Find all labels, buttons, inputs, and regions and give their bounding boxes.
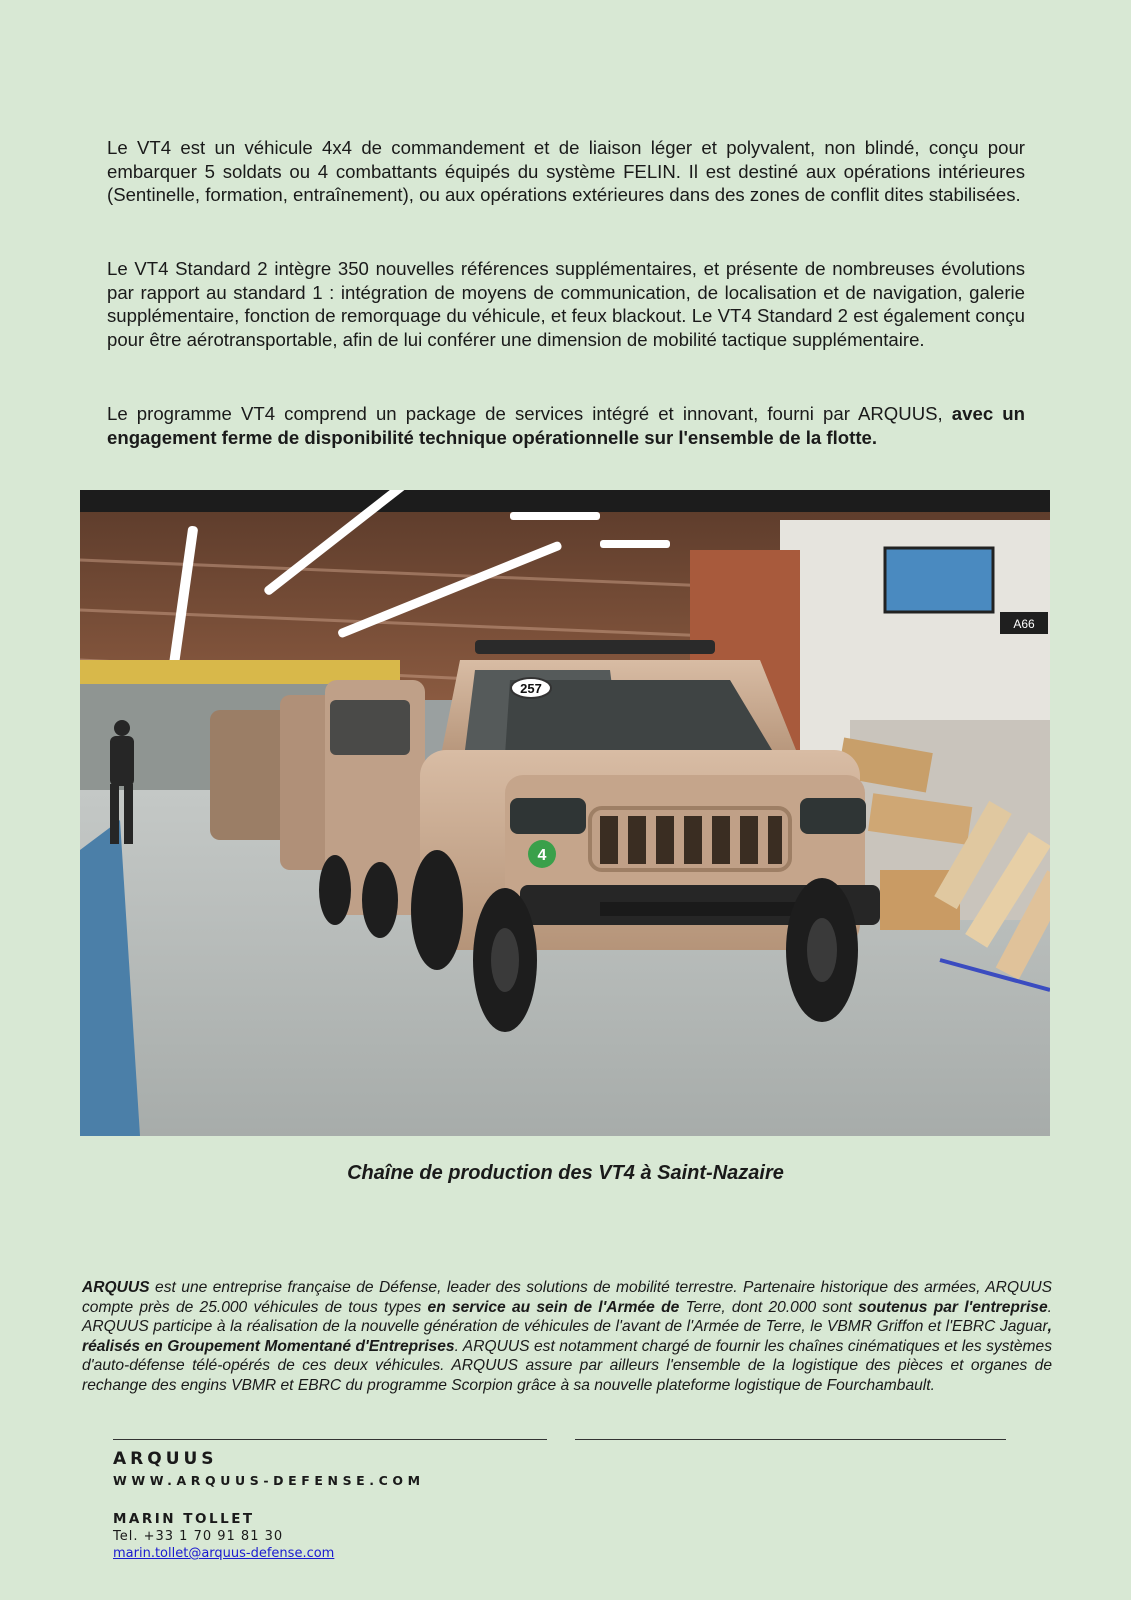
door-number: 4 (537, 847, 547, 864)
about-text-3: . ARQUUS participe à la réalisation de la nouvelle génération de véhicules de l'avant de l'Armée de Terre, le VBMR Griffon et l'EBRC Jaguar (82, 1298, 1052, 1336)
production-line-illustration (80, 490, 1050, 1136)
contact-email-link[interactable]: marin.tollet@arquus-defense.com (113, 1546, 335, 1561)
footer-brand: ARQUUS (113, 1449, 218, 1469)
divider-right (575, 1439, 1006, 1440)
about-company-name: ARQUUS (82, 1279, 150, 1296)
paragraph-vt4-description: Le VT4 est un véhicule 4x4 de commandement et de liaison léger et polyvalent, non blindé, conçu pour embarquer 5 soldats ou 4 combattants équipés du système FELIN. Il est destiné aux opérations intérieures (Sentinelle, formation, entraînement), ou aux opérations extérieures dans des zones de conflit dites stabilisées. (107, 137, 1025, 205)
contact-name: MARIN TOLLET (113, 1511, 255, 1527)
paragraph-vt4-services (107, 402, 1025, 449)
about-text-4: . ARQUUS est notamment chargé de fournir les chaînes cinématiques et les systèmes d'auto-défense télé-opérés de ces deux véhicules. ARQUUS assure par ailleurs l'ensemble de la logistique des pièces et organes de rechange des engins VBMR et EBRC du programme Scorpion grâce à sa nouvelle plateforme logistique de Fourchambault. (82, 1337, 1052, 1394)
about-text-1: est une entreprise française de Défense, leader des solutions de mobilité terrestre. Partenaire historique des armées, ARQUUS compte près de 25.000 véhicules de tous types (82, 1279, 1052, 1316)
footer-website[interactable]: WWW.ARQUUS-DEFENSE.COM (113, 1473, 425, 1488)
paragraph-services-bold: avec un engagement ferme de disponibilité technique opérationnelle sur l'ensemble de la flotte. (107, 403, 1025, 448)
photo-caption: Chaîne de production des VT4 à Saint-Nazaire (347, 1162, 784, 1184)
about-arquus (82, 1278, 1052, 1396)
paragraph-services-text: Le programme VT4 comprend un package de services intégré et innovant, fourni par ARQUUS, (107, 403, 943, 424)
divider-left (113, 1439, 547, 1440)
bay-sign: A66 (1013, 617, 1035, 631)
about-text-2: Terre, dont 20.000 sont (679, 1298, 859, 1316)
about-bold-3: , réalisés en Groupement Momentané d'Entreprises (82, 1318, 1052, 1355)
about-bold-1: en service au sein de l'Armée de (427, 1298, 680, 1316)
contact-phone: Tel. +33 1 70 91 81 30 (113, 1529, 284, 1544)
paragraph-vt4-standard-2: Le VT4 Standard 2 intègre 350 nouvelles références supplémentaires, et présente de nombreuses évolutions par rapport au standard 1 : intégration de moyens de communication, de localisation et de navigation, galerie supplémentaire, fonction de remorquage du véhicule, et feux blackout. Le VT4 Standard 2 est également conçu pour être aérotransportable, afin de lui conférer une dimension de mobilité tactique supplémentaire. (107, 258, 1025, 350)
production-line-photo (80, 490, 1050, 1136)
plate-number: 257 (520, 681, 542, 696)
about-bold-2: soutenus par l'entreprise (858, 1298, 1048, 1316)
